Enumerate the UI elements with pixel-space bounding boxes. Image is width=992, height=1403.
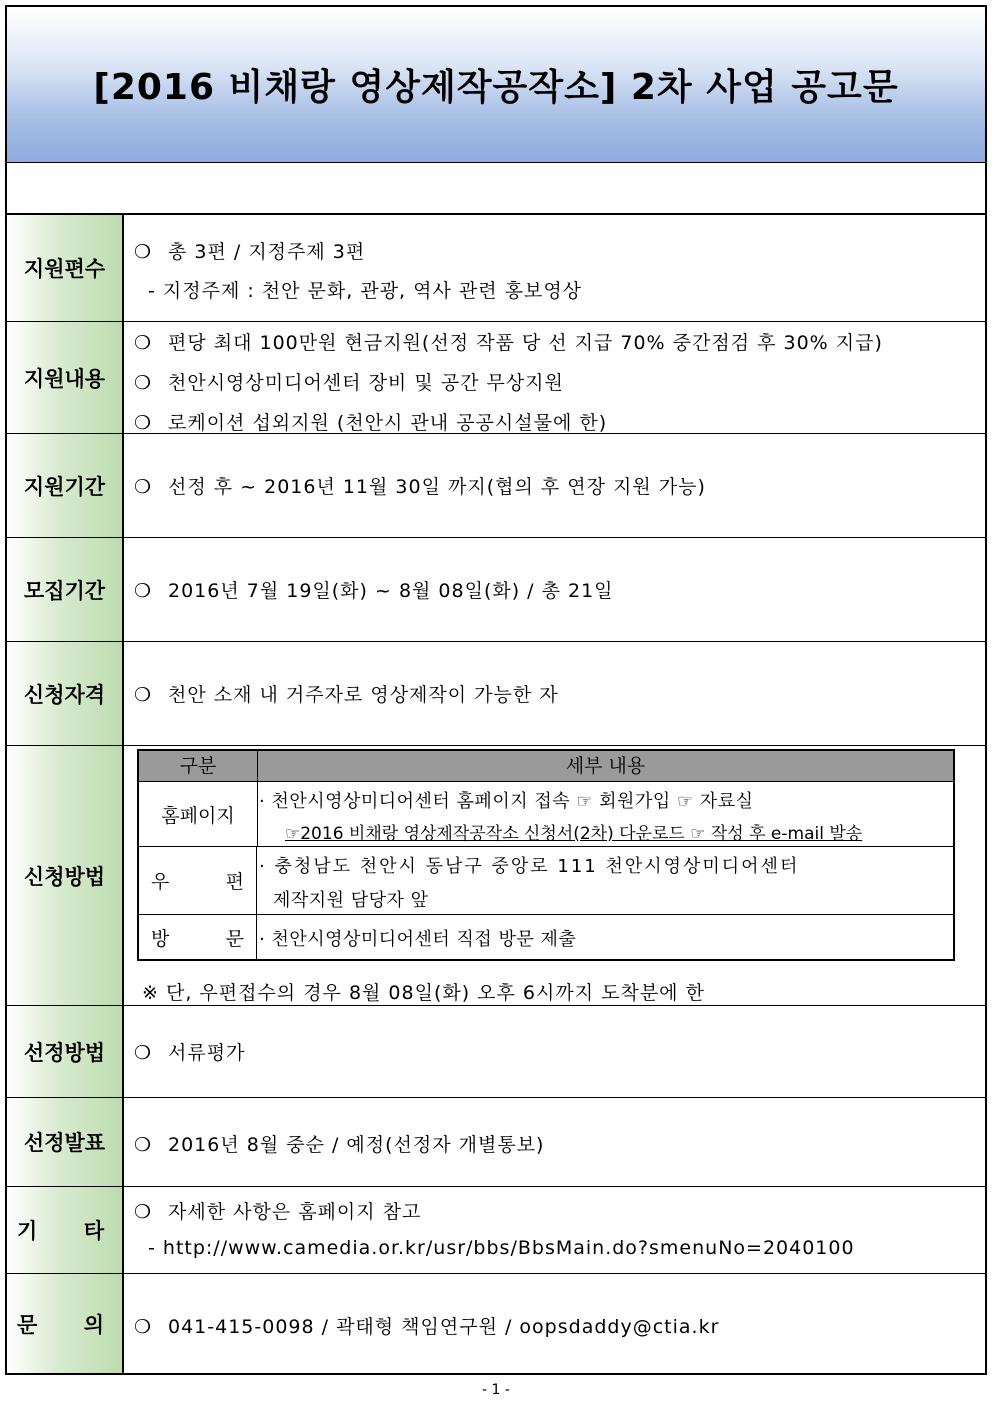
bullet-icon: ❍ xyxy=(134,476,153,498)
label-etc-b: 타 xyxy=(83,1219,104,1243)
page-number: - 1 - xyxy=(482,1382,510,1398)
subtable-header xyxy=(139,751,953,782)
subtable-row-visit xyxy=(139,915,953,959)
row-support-content xyxy=(7,322,985,434)
support-count-text: 총 3편 / 지정주제 3편 xyxy=(168,241,366,263)
label-etc-a: 기 xyxy=(17,1219,38,1243)
subtable-head-detail: 세부 내용 xyxy=(565,755,646,777)
row-support-count xyxy=(7,215,985,322)
label-support-count: 지원편수 xyxy=(7,215,124,321)
eligibility-text: 천안 소재 내 거주자로 영상제작이 가능한 자 xyxy=(168,684,559,706)
subtable-head-category: 구분 xyxy=(139,751,258,781)
bullet-icon: ❍ xyxy=(134,1316,153,1338)
label-inquiry-b: 의 xyxy=(83,1312,104,1337)
support-cash-text: 편당 최대 100만원 현금지원(선정 작품 당 선 지급 70% 중간점검 후 30% 지급) xyxy=(168,332,883,354)
bullet-icon: ❍ xyxy=(134,1201,153,1223)
notice-frame xyxy=(5,5,987,1375)
etc-text: 자세한 사항은 홈페이지 참고 xyxy=(168,1201,422,1223)
visit-label-a: 방 xyxy=(151,927,170,950)
post-label-b: 편 xyxy=(225,871,244,893)
bullet-icon: ❍ xyxy=(134,372,153,394)
bullet-icon: ❍ xyxy=(134,332,153,354)
label-recruit-period: 모집기간 xyxy=(7,538,124,641)
row-recruit-period xyxy=(7,538,985,642)
inquiry-text: 041-415-0098 / 곽태형 책임연구원 / oopsdaddy@ctia.kr xyxy=(168,1316,720,1338)
label-support-content: 지원내용 xyxy=(7,322,124,433)
selection-announce-text: 2016년 8월 중순 / 예정(선정자 개별통보) xyxy=(168,1134,545,1156)
visit-label xyxy=(139,915,257,959)
visit-detail xyxy=(259,915,953,959)
post-detail-line1: · 충청남도 천안시 동남구 중앙로 111 천안시영상미디어센터 xyxy=(259,856,800,877)
homepage-detail xyxy=(259,782,953,846)
subtable-row-post xyxy=(139,847,953,915)
content-eligibility xyxy=(134,642,985,745)
selection-method-text: 서류평가 xyxy=(168,1042,246,1064)
support-location-text: 로케이션 섭외지원 (천안시 관내 공공시설물에 한) xyxy=(168,412,608,434)
content-support-count xyxy=(134,215,985,321)
row-selection-announce xyxy=(7,1098,985,1187)
support-topic-text: - 지정주제 : 천안 문화, 관광, 역사 관련 홍보영상 xyxy=(148,280,583,302)
content-recruit-period xyxy=(134,538,985,641)
content-support-period xyxy=(134,434,985,537)
label-support-period: 지원기간 xyxy=(7,434,124,537)
label-inquiry-a: 문 xyxy=(17,1312,38,1337)
label-application-method: 신청방법 xyxy=(7,746,124,1005)
homepage-link[interactable]: - http://www.camedia.or.kr/usr/bbs/BbsMain.do?smenuNo=2040100 xyxy=(148,1237,855,1259)
row-inquiry xyxy=(7,1274,985,1373)
bullet-icon: ❍ xyxy=(134,241,153,263)
document-title: [2016 비채랑 영상제작공작소] 2차 사업 공고문 xyxy=(93,67,899,108)
content-support-content xyxy=(134,322,985,433)
label-selection-method: 선정방법 xyxy=(7,1006,124,1097)
homepage-detail-line1: · 천안시영상미디어센터 홈페이지 접속 ☞ 회원가입 ☞ 자료실 xyxy=(259,791,754,812)
label-inquiry xyxy=(7,1274,124,1373)
bullet-icon: ❍ xyxy=(134,1042,153,1064)
content-selection-announce xyxy=(134,1098,985,1186)
row-etc xyxy=(7,1187,985,1274)
label-selection-announce: 선정발표 xyxy=(7,1098,124,1186)
support-equipment-text: 천안시영상미디어센터 장비 및 공간 무상지원 xyxy=(168,372,564,394)
content-inquiry xyxy=(134,1274,985,1373)
homepage-detail-line2: ☞2016 비채랑 영상제작공작소 신청서(2차) 다운로드 ☞ 작성 후 e-mail 발송 xyxy=(285,824,863,844)
visit-label-b: 문 xyxy=(225,927,244,950)
post-detail xyxy=(259,847,953,914)
row-selection-method xyxy=(7,1006,985,1098)
label-eligibility: 신청자격 xyxy=(7,642,124,745)
blank-row xyxy=(7,163,985,215)
post-label-a: 우 xyxy=(151,871,170,893)
bullet-icon: ❍ xyxy=(134,1134,153,1156)
row-eligibility xyxy=(7,642,985,746)
support-period-text: 선정 후 ~ 2016년 11월 30일 까지(협의 후 연장 지원 가능) xyxy=(168,476,706,498)
title-band xyxy=(7,7,985,163)
content-etc xyxy=(134,1187,985,1273)
subtable-row-homepage xyxy=(139,782,953,847)
application-note: ※ 단, 우편접수의 경우 8월 08일(화) 오후 6시까지 도착분에 한 xyxy=(142,982,705,1004)
recruit-period-text: 2016년 7월 19일(화) ~ 8월 08일(화) / 총 21일 xyxy=(168,580,614,602)
homepage-label: 홈페이지 xyxy=(139,782,258,846)
bullet-icon: ❍ xyxy=(134,684,153,706)
application-subtable xyxy=(137,749,955,961)
label-etc xyxy=(7,1187,124,1273)
post-label xyxy=(139,847,257,914)
visit-detail-line1: · 천안시영상미디어센터 직접 방문 제출 xyxy=(259,929,577,950)
bullet-icon: ❍ xyxy=(134,412,153,434)
post-detail-line2: 제작지원 담당자 앞 xyxy=(273,890,429,911)
content-selection-method xyxy=(134,1006,985,1097)
row-support-period xyxy=(7,434,985,538)
bullet-icon: ❍ xyxy=(134,580,153,602)
